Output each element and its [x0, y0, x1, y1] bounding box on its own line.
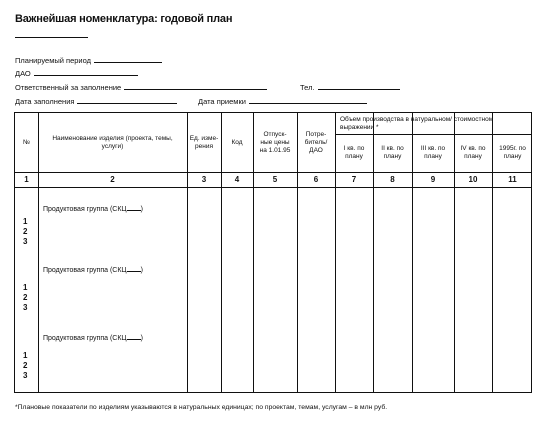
- phone-label: Тел.: [300, 83, 315, 92]
- fill-date-label: Дата заполнения: [15, 97, 75, 106]
- col-number: 11: [508, 175, 517, 184]
- header-name: Наименование изделия (проекта, темы, услуги): [52, 134, 173, 150]
- product-group-text: Продуктовая группа (СКЦ: [43, 335, 127, 342]
- header-q4: IV кв. по плану: [460, 145, 486, 160]
- responsible-label: Ответственный за заполнение: [15, 83, 122, 92]
- header-q2: II кв. по плану: [381, 145, 404, 160]
- col-number: 6: [313, 175, 319, 184]
- accept-date-field[interactable]: [198, 96, 367, 106]
- col-number: 8: [390, 175, 395, 184]
- product-group-label[interactable]: Продуктовая группа (СКЦ ): [43, 206, 143, 213]
- dao-blank[interactable]: [34, 68, 138, 76]
- col-number: 7: [351, 175, 357, 184]
- responsible-blank[interactable]: [124, 82, 267, 90]
- product-group-blank[interactable]: [127, 204, 141, 211]
- product-group-text: Продуктовая группа (СКЦ: [43, 206, 127, 213]
- row-number: 3: [23, 371, 28, 380]
- header-bottom-rule: [15, 172, 531, 173]
- accept-date-label: Дата приемки: [198, 97, 246, 106]
- row-number: 2: [23, 227, 28, 236]
- header-unit: Ед. изме- рения: [189, 134, 219, 150]
- col-number: 2: [110, 175, 115, 184]
- period-label: Планируемый период: [15, 56, 91, 65]
- product-group-blank[interactable]: [127, 265, 141, 272]
- header-year: 1995г. по плану: [499, 145, 526, 160]
- row-number: 2: [23, 361, 28, 370]
- title-underline: [15, 37, 88, 38]
- product-group-label[interactable]: Продуктовая группа (СКЦ ): [43, 267, 143, 274]
- product-group-label[interactable]: Продуктовая группа (СКЦ ): [43, 335, 143, 342]
- phone-blank[interactable]: [318, 82, 400, 90]
- accept-date-blank[interactable]: [249, 96, 367, 104]
- row-number: 1: [23, 217, 28, 226]
- col-number: 10: [468, 175, 478, 184]
- row-number: 2: [23, 293, 28, 302]
- responsible-field[interactable]: [15, 82, 267, 92]
- row-number: 3: [23, 237, 28, 246]
- dao-label: ДАО: [15, 69, 31, 78]
- row-number: 3: [23, 303, 28, 312]
- header-no: №: [23, 138, 30, 146]
- fill-date-field[interactable]: [15, 96, 177, 106]
- header-price: Отпуск- ные цены на 1.01.95: [259, 130, 291, 154]
- product-group-text: Продуктовая группа (СКЦ: [43, 267, 127, 274]
- footnote: *Плановые показатели по изделиям указываются в натуральных единицах; по проектам, темам, услугам – в млн руб.: [15, 404, 388, 411]
- fill-date-blank[interactable]: [77, 96, 177, 104]
- phone-field[interactable]: [300, 82, 400, 92]
- col-number: 3: [201, 175, 207, 184]
- col-number: 1: [24, 175, 29, 184]
- period-field[interactable]: [15, 55, 162, 65]
- product-group-blank[interactable]: [127, 333, 141, 340]
- dao-field[interactable]: [15, 68, 138, 78]
- plan-table: [14, 112, 532, 393]
- header-q3: III кв. по плану: [420, 145, 446, 160]
- col-number: 9: [430, 175, 436, 184]
- col-number: 5: [272, 175, 278, 184]
- row-number: 1: [23, 283, 28, 292]
- header-consumer: Потре- битель/ ДАО: [304, 130, 328, 154]
- header-q1: I кв. по плану: [343, 145, 365, 160]
- period-blank[interactable]: [94, 55, 162, 63]
- colnum-bottom-rule: [15, 187, 531, 188]
- col-number: 4: [234, 175, 240, 184]
- row-number: 1: [23, 351, 28, 360]
- header-code: Код: [231, 138, 243, 146]
- form-title: Важнейшая номенклатура: годовой план: [15, 13, 233, 25]
- header-volume: Объем производства в натуральном/ стоимостном выражении *: [340, 115, 494, 131]
